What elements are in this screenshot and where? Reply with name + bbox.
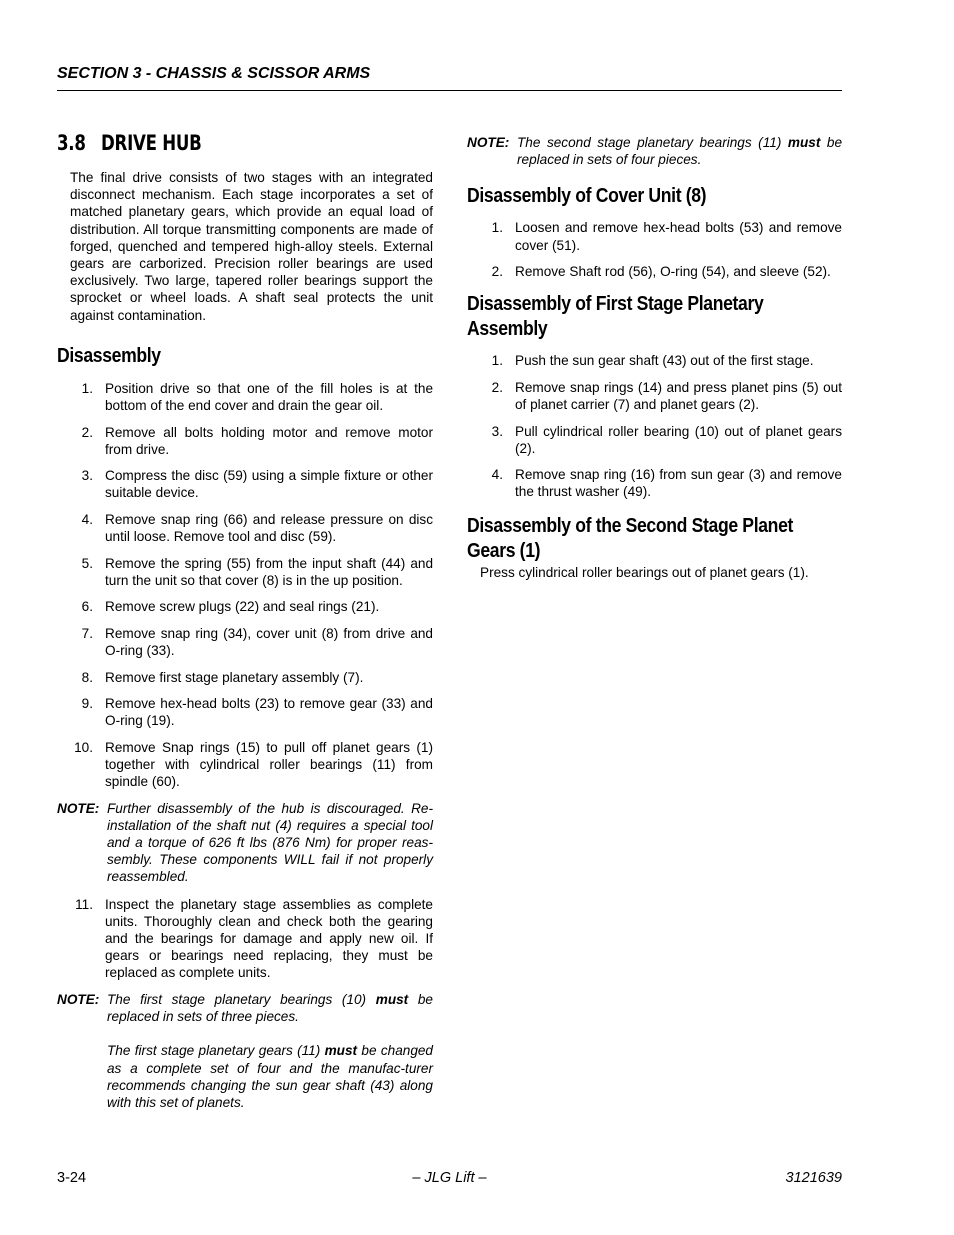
second-stage-heading: Disassembly of the Second Stage Planet Gears (1)	[467, 514, 794, 562]
list-item	[467, 466, 842, 500]
step-text: Remove all bolts holding motor and remove motor from drive.	[105, 424, 433, 457]
step-number: 2.	[81, 424, 93, 440]
note-first-stage	[57, 991, 433, 1111]
second-stage-text: Press cylindrical roller bearings out of planet gears (1).	[480, 564, 809, 580]
note-emphasis: must	[375, 991, 409, 1007]
list-item	[467, 352, 842, 369]
step-text: Push the sun gear shaft (43) out of the first stage.	[515, 353, 814, 369]
note-label: NOTE:	[57, 800, 100, 816]
list-item	[57, 467, 433, 501]
step-number: 10.	[74, 739, 93, 755]
list-item	[57, 511, 433, 545]
step-text: Remove first stage planetary assembly (7).	[105, 669, 364, 685]
right-column	[467, 134, 842, 581]
step-number: 8.	[81, 669, 93, 685]
note-text-part: The first stage planetary bearings (10)	[107, 991, 376, 1007]
list-item	[57, 555, 433, 589]
list-item	[57, 424, 433, 458]
step-number: 9.	[81, 696, 93, 712]
cover-unit-heading: Disassembly of Cover Unit (8)	[467, 185, 707, 208]
section-header: SECTION 3 - CHASSIS & SCISSOR ARMS	[57, 65, 371, 82]
note-second-stage	[467, 134, 842, 168]
disassembly-step-11	[57, 896, 433, 982]
section-title: DRIVE HUB	[101, 131, 202, 155]
step-number: 3.	[491, 423, 503, 439]
step-text: Remove screw plugs (22) and seal rings (21).	[105, 599, 380, 615]
note-gears	[107, 1042, 433, 1111]
note-text-part: The second stage planetary bearings (11)	[517, 135, 788, 150]
list-item	[57, 896, 433, 982]
step-text: Compress the disc (59) using a simple fixture or other suitable device.	[105, 468, 433, 501]
note-bearings	[107, 991, 433, 1025]
first-stage-heading: Disassembly of First Stage Planetary Assembly	[467, 293, 764, 341]
list-item	[467, 219, 842, 253]
step-number: 11.	[75, 896, 93, 912]
step-number: 1.	[491, 220, 503, 236]
cover-unit-steps	[467, 219, 842, 280]
disassembly-steps	[57, 380, 433, 791]
page-footer	[57, 1170, 842, 1190]
first-stage-steps	[467, 352, 842, 500]
step-text: Remove snap ring (34), cover unit (8) from drive and O-ring (33).	[105, 625, 433, 659]
list-item	[467, 263, 842, 280]
list-item	[57, 380, 433, 414]
intro-paragraph: The final drive consists of two stages with an integrated disconnect mechanism. Each stage incorporates a set of matched planetary gears, which provide an equal load of distribution. All torque transmitting components are made of forged, quenched and tempered high-alloy steels. External gears are carborized. Precision roller bearings are used exclusively. Two large, tapered roller bearings support the sprocket or wheel loads. A shaft seal protects the unit against contamination.	[70, 170, 433, 323]
note-text-part: be replaced in sets of four pieces.	[517, 135, 842, 168]
step-text: Remove Snap rings (15) to pull off planet gears (1) together with cylindrical roller bearings (11) from spindle (60).	[105, 739, 433, 790]
step-text: Inspect the planetary stage assemblies as complete units. Thoroughly clean and check both the gearing and the bearings for damage and apply new oil. If gears or bearings need replacing, they must be replaced as complete units.	[105, 896, 433, 981]
step-text: Pull cylindrical roller bearing (10) out of planet gears (2).	[515, 423, 842, 456]
list-item	[57, 598, 433, 615]
step-number: 2.	[491, 264, 503, 280]
step-number: 2.	[491, 379, 503, 395]
left-column	[57, 130, 433, 1111]
note-text-part: be replaced in sets of three pieces.	[107, 991, 433, 1025]
note-emphasis: must	[787, 135, 821, 150]
note-text	[517, 134, 842, 168]
step-text: Remove hex-head bolts (23) to remove gear (33) and O-ring (19).	[105, 696, 433, 729]
list-item	[57, 739, 433, 791]
step-number: 1.	[81, 380, 93, 396]
note-text-part: be changed as a complete set of four and the manufac-turer recommends changing the sun gear shaft (43) along with this set of planets.	[107, 1043, 433, 1110]
step-number: 6.	[81, 599, 93, 615]
step-number: 3.	[81, 468, 93, 484]
note-label: NOTE:	[57, 991, 100, 1007]
list-item	[57, 625, 433, 659]
step-text: Position drive so that one of the fill holes is at the bottom of the end cover and drain the gear oil.	[105, 380, 433, 414]
note-text: Further disassembly of the hub is discouraged. Re-installation of the shaft nut (4) requires a special tool and a torque of 626 ft lbs (876 Nm) for proper reas-sembly. These components WILL fail if not properly reassembled.	[107, 800, 433, 885]
step-text: Remove snap rings (14) and press planet pins (5) out of planet carrier (7) and planet gears (2).	[515, 379, 842, 413]
step-text: Remove snap ring (16) from sun gear (3) and remove the thrust washer (49).	[515, 467, 842, 500]
list-item	[467, 379, 842, 413]
list-item	[57, 669, 433, 686]
note-hub-warning	[57, 800, 433, 886]
step-number: 7.	[81, 625, 93, 641]
step-number: 1.	[491, 353, 503, 369]
step-text: Remove the spring (55) from the input shaft (44) and turn the unit so that cover (8) is in the up position.	[105, 555, 433, 588]
list-item	[57, 695, 433, 729]
footer-brand: – JLG Lift –	[412, 1170, 487, 1186]
note-text-part: The first stage planetary gears (11)	[107, 1043, 325, 1059]
note-emphasis: must	[324, 1043, 358, 1059]
step-number: 4.	[491, 467, 503, 483]
section-heading	[57, 130, 388, 156]
list-item	[467, 423, 842, 457]
header-rule	[57, 90, 842, 91]
note-label: NOTE:	[467, 135, 510, 150]
step-text: Remove snap ring (66) and release pressure on disc until loose. Remove tool and disc (59).	[105, 511, 433, 545]
step-text: Remove Shaft rod (56), O-ring (54), and sleeve (52).	[515, 264, 831, 280]
disassembly-heading: Disassembly	[57, 344, 161, 367]
page-number: 3-24	[57, 1170, 87, 1186]
section-number: 3.8	[57, 131, 86, 155]
step-number: 5.	[81, 555, 93, 571]
step-text: Loosen and remove hex-head bolts (53) and remove cover (51).	[515, 220, 842, 253]
step-number: 4.	[81, 511, 93, 527]
document-number: 3121639	[785, 1170, 842, 1186]
